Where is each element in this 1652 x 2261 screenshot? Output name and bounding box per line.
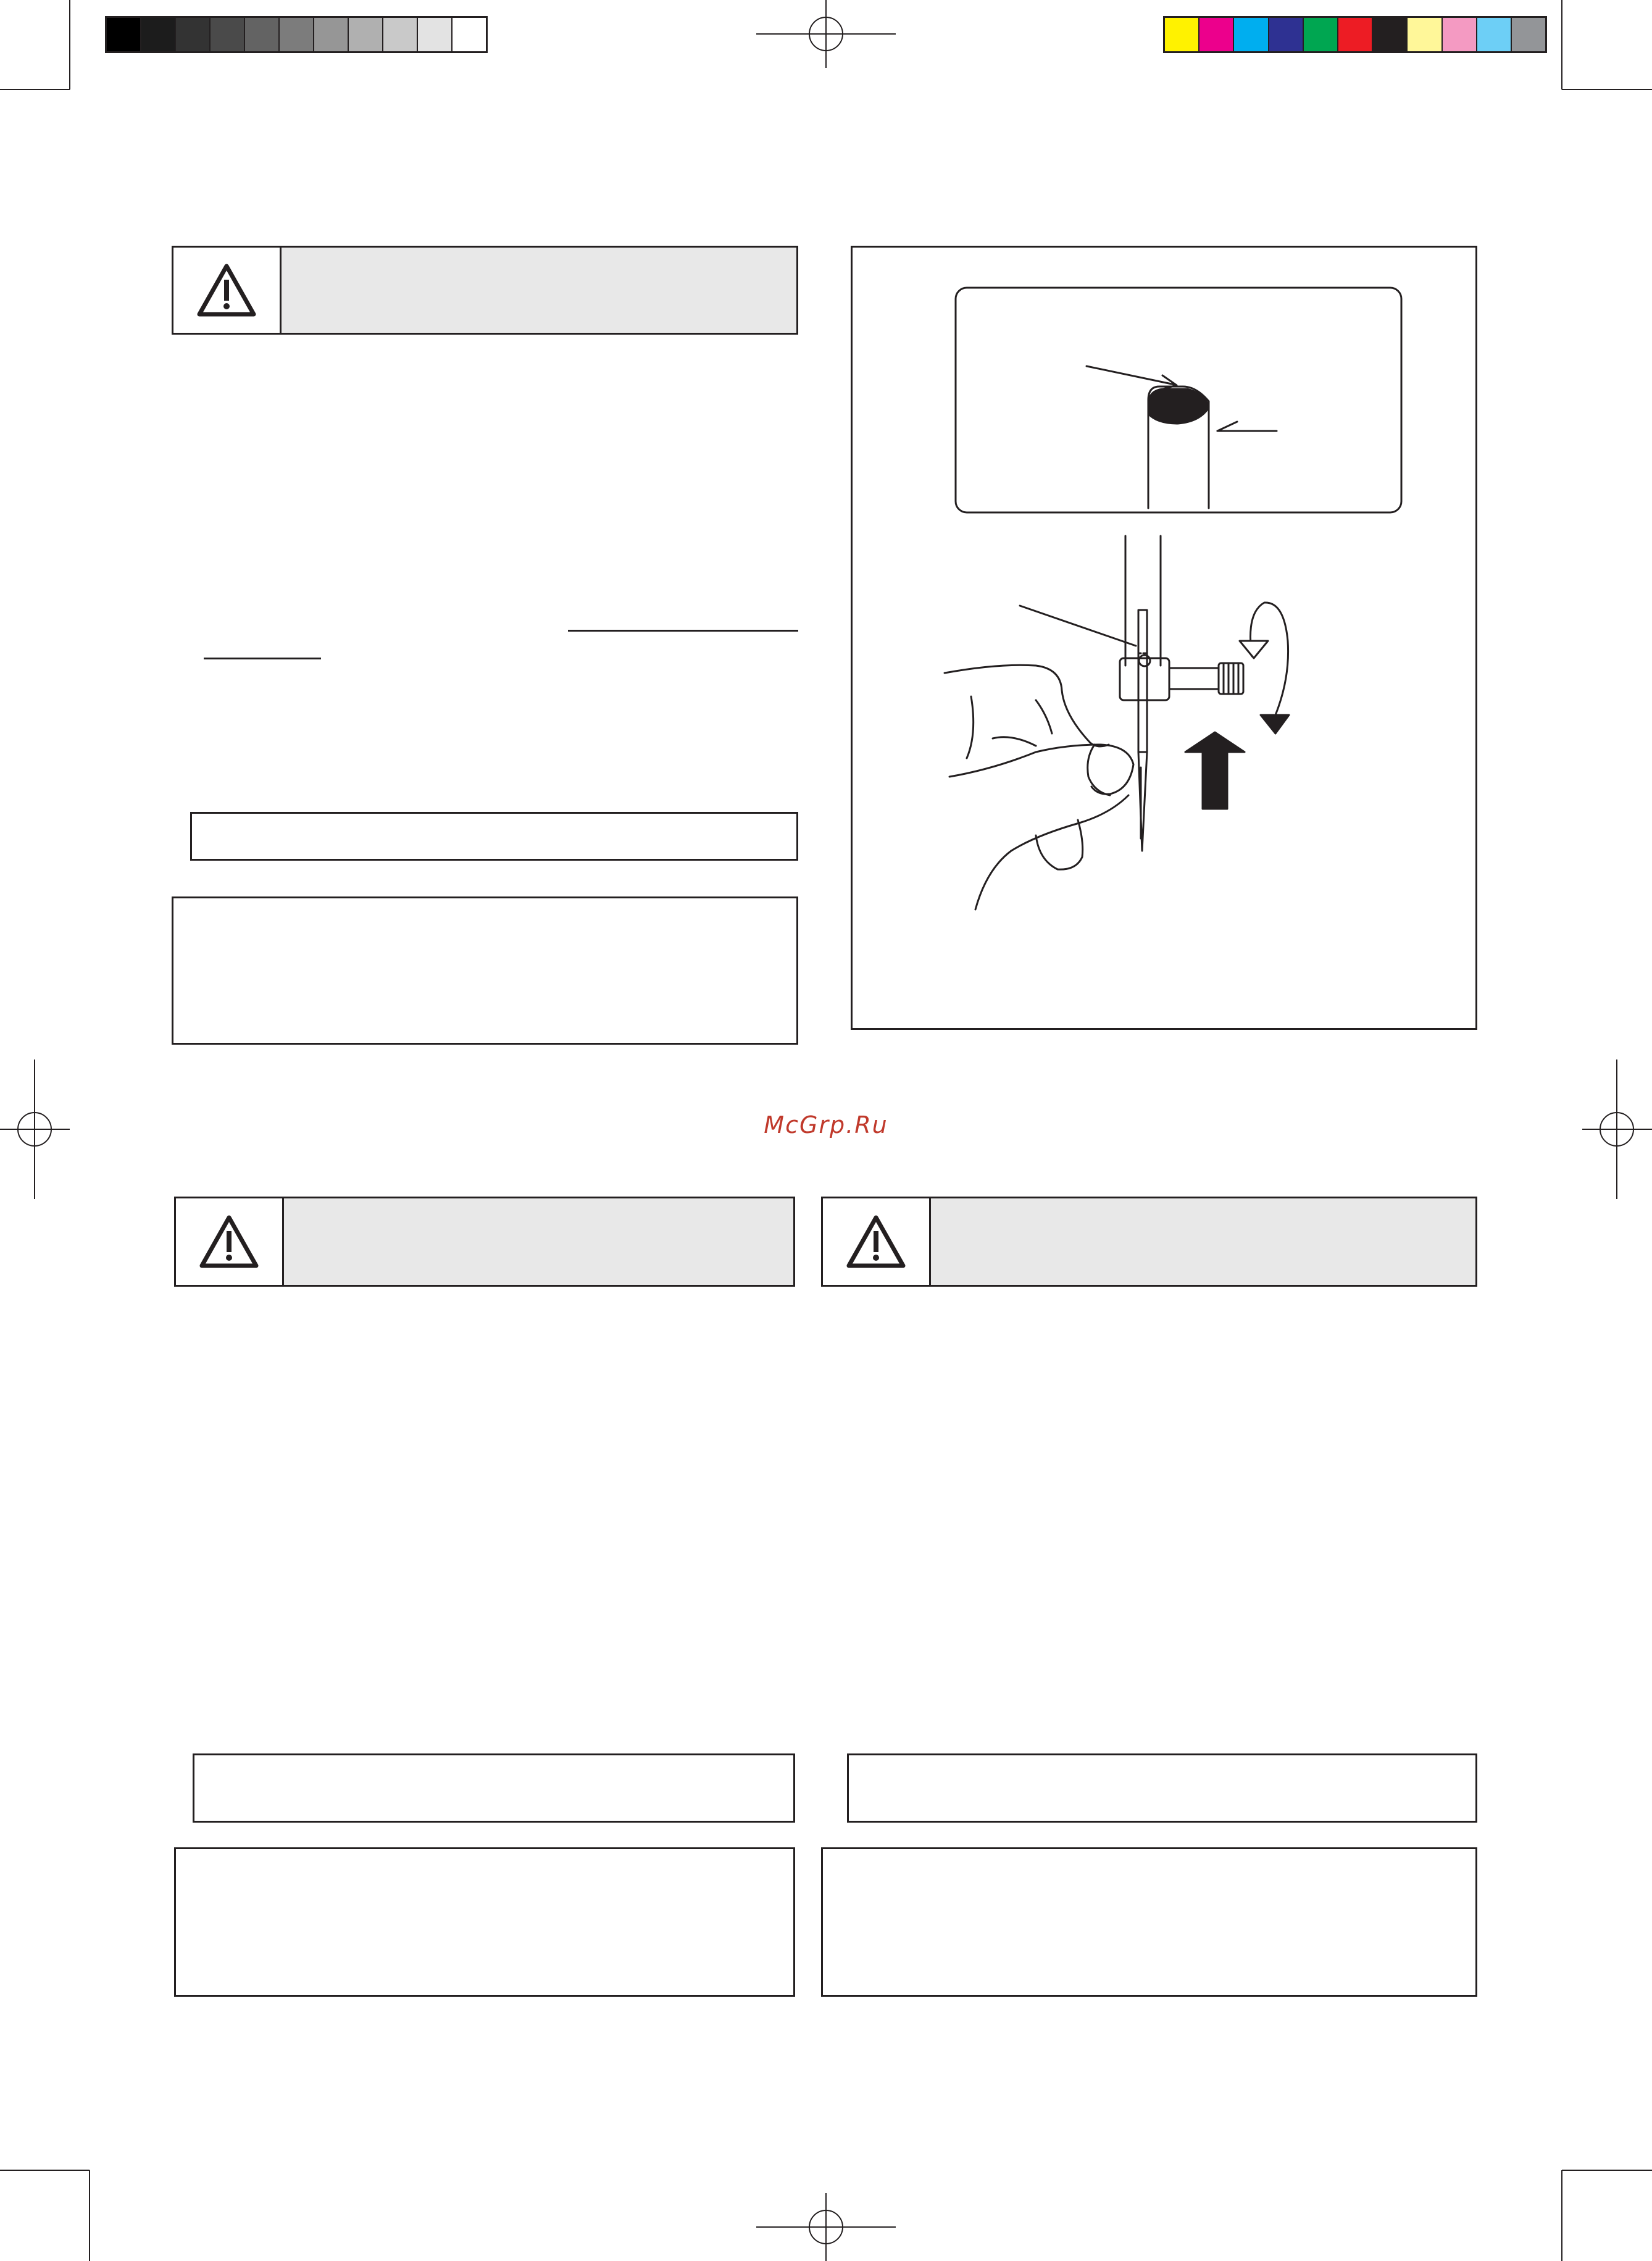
text-underline bbox=[204, 658, 321, 659]
warning-triangle-icon bbox=[199, 1215, 259, 1268]
note-box-left-small bbox=[193, 1753, 795, 1823]
warning-triangle-icon bbox=[197, 264, 256, 317]
watermark: McGrp.Ru bbox=[764, 1111, 888, 1139]
registration-mark-icon bbox=[756, 0, 896, 68]
caution-shade bbox=[284, 1198, 793, 1285]
caution-banner-right bbox=[821, 1197, 1477, 1287]
note-box-right-small bbox=[847, 1753, 1477, 1823]
registration-mark-icon bbox=[756, 2193, 896, 2261]
warning-triangle-icon bbox=[846, 1215, 906, 1268]
note-box-top-large bbox=[172, 896, 798, 1045]
caution-shade bbox=[282, 248, 796, 333]
needle-illustration bbox=[851, 246, 1477, 1030]
caution-icon-cell bbox=[176, 1198, 284, 1285]
note-box-left-large bbox=[174, 1847, 795, 1997]
caution-banner-left bbox=[174, 1197, 795, 1287]
note-box-right-large bbox=[821, 1847, 1477, 1997]
caution-shade bbox=[931, 1198, 1475, 1285]
caution-icon-cell bbox=[823, 1198, 931, 1285]
note-box-top-small bbox=[190, 812, 798, 861]
text-underline bbox=[568, 630, 798, 632]
caution-banner-top bbox=[172, 246, 798, 335]
caution-icon-cell bbox=[173, 248, 282, 333]
